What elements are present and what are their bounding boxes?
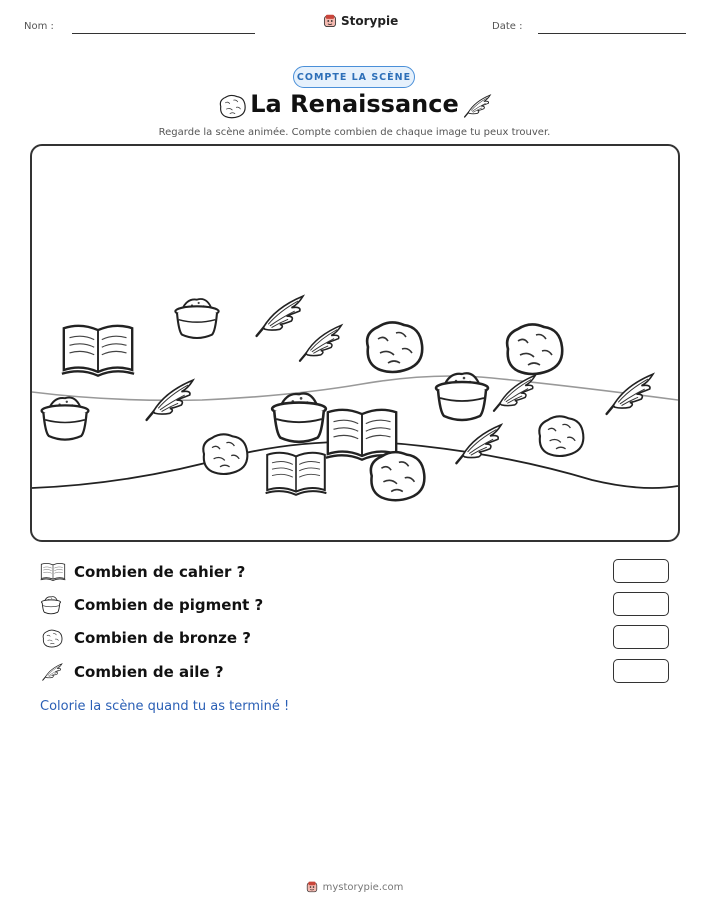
question-label: Combien de aile ? (74, 663, 224, 681)
book-icon (326, 410, 398, 460)
footer-site[interactable]: mystorypie.com (322, 881, 404, 893)
question-label: Combien de bronze ? (74, 629, 251, 647)
background-hill-line (32, 376, 678, 400)
answer-box-bronze[interactable] (613, 625, 669, 649)
name-label: Nom : (24, 21, 54, 32)
wing-icon (607, 374, 653, 414)
answer-box-cahier[interactable] (613, 559, 669, 583)
page-footer (0, 880, 709, 894)
answer-box-pigment[interactable] (613, 592, 669, 616)
pigment-icon (272, 393, 326, 441)
page-title: La Renaissance (250, 90, 459, 118)
brand-name: Storypie (341, 14, 399, 28)
date-line[interactable] (538, 33, 686, 34)
pigment-icon (40, 594, 62, 616)
counting-scene (30, 144, 680, 542)
book-icon (266, 453, 327, 495)
name-line[interactable] (72, 33, 255, 34)
wing-icon (257, 296, 303, 336)
bronze-icon (40, 628, 64, 649)
bronze-icon (539, 416, 583, 456)
answer-box-aile[interactable] (613, 659, 669, 683)
brand-logo (323, 13, 398, 29)
question-row-cahier (40, 559, 680, 585)
instructions: Regarde la scène animée. Compte combien de chaque image tu peux trouver. (158, 127, 551, 138)
question-label: Combien de cahier ? (74, 563, 246, 581)
book-icon (40, 562, 66, 582)
bronze-icon (507, 324, 562, 374)
question-label: Combien de pigment ? (74, 596, 264, 614)
book-icon (62, 326, 134, 376)
wing-icon (40, 661, 64, 683)
storypie-logo-icon (323, 13, 337, 29)
date-label: Date : (492, 21, 523, 32)
question-row-bronze (40, 625, 680, 651)
wing-icon (300, 325, 342, 361)
pigment-icon (175, 299, 218, 338)
storypie-logo-icon (306, 880, 318, 894)
question-row-pigment (40, 592, 680, 618)
question-row-aile (40, 659, 680, 685)
bronze-icon (367, 322, 422, 372)
wing-icon (461, 91, 493, 121)
bronze-icon (371, 452, 425, 500)
activity-badge: COMPTE LA SCÈNE (293, 66, 415, 88)
coloring-note: Colorie la scène quand tu as terminé ! (40, 699, 290, 714)
bronze-icon (203, 434, 247, 474)
pigment-icon (436, 373, 488, 420)
scene-canvas (32, 146, 678, 540)
pigment-icon (42, 397, 89, 439)
